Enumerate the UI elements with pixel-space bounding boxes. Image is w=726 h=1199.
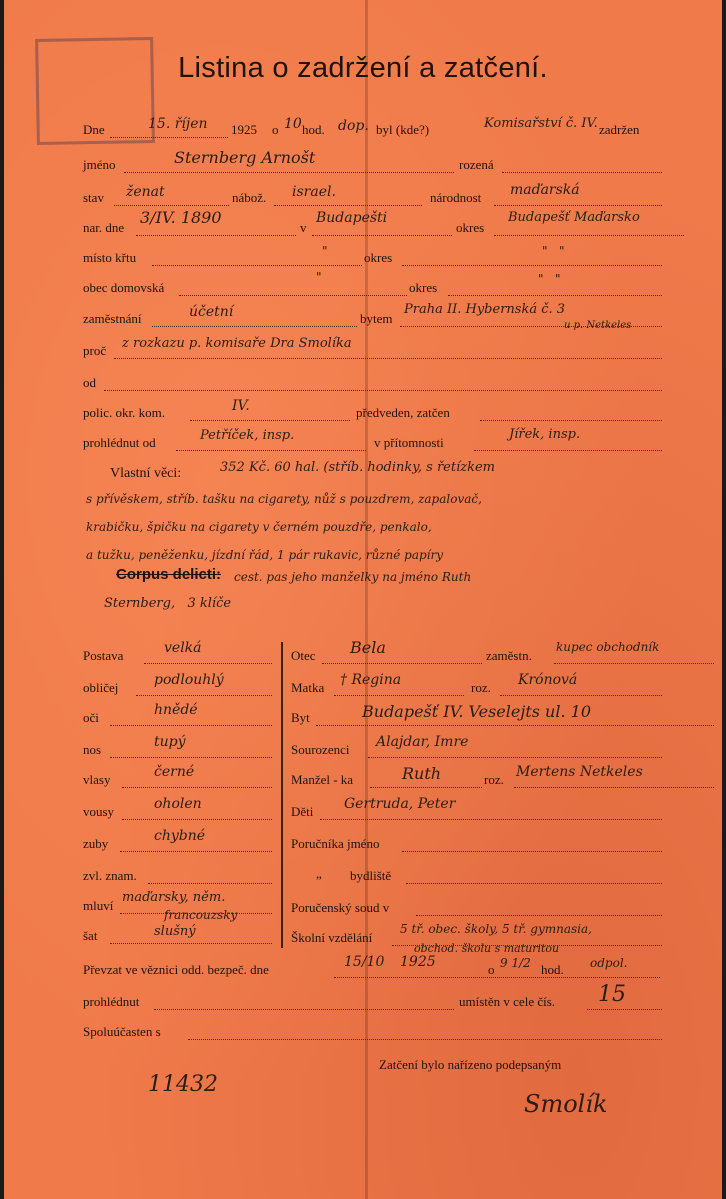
od-label: od	[83, 375, 96, 390]
sourozenci-label: Sourozenci	[291, 742, 350, 757]
narodnost-label: národnost	[430, 190, 482, 205]
signature: Smolík	[524, 1090, 608, 1118]
field-line	[136, 235, 296, 236]
umisten-label: umístěn v cele čís.	[459, 994, 556, 1009]
jmeno-value: Sternberg Arnošt	[174, 148, 316, 167]
nos-label: nos	[83, 742, 102, 757]
bytem-value-2: u p. Netkeles	[564, 320, 632, 331]
deti-value: Gertruda, Peter	[344, 796, 456, 812]
field-line	[274, 205, 422, 206]
polic-label: polic. okr. kom.	[83, 405, 165, 420]
mluvi-value-2: francouzsky	[164, 908, 238, 922]
deti-label: Děti	[291, 804, 314, 819]
stav-label: stav	[83, 190, 104, 205]
vousy-label: vousy	[83, 804, 115, 819]
zamestnani-label: zaměstnání	[83, 311, 142, 326]
ditto-mark: " "	[538, 272, 561, 286]
matka-label: Matka	[291, 680, 325, 695]
nos-value: tupý	[154, 734, 186, 750]
sat-value: slušný	[154, 924, 196, 939]
roz-value: Krónová	[518, 672, 578, 688]
field-line	[110, 137, 228, 138]
spoluucasten-label: Spoluúčasten s	[83, 1024, 161, 1039]
byt-label: Byt	[291, 710, 310, 725]
oblicej-value: podlouhlý	[154, 672, 224, 688]
hour-value: 10	[284, 116, 302, 132]
zadrzen-label: zadržen	[599, 122, 640, 137]
field-line	[179, 295, 407, 296]
field-line	[402, 851, 662, 852]
field-line	[448, 295, 662, 296]
field-line	[480, 420, 662, 421]
prevzat-o-label: o	[488, 962, 495, 977]
nar-dne-value: 3/IV. 1890	[140, 208, 222, 227]
nar-v-value: Budapešti	[316, 210, 388, 226]
bydliste-quote: „	[316, 866, 322, 881]
zamestn-label: zaměstn.	[486, 648, 532, 663]
prevzat-year: 1925	[400, 954, 436, 970]
dne-value: 15. říjen	[148, 116, 208, 132]
postava-label: Postava	[83, 648, 124, 663]
sourozenci-value: Alajdar, Imre	[376, 734, 469, 750]
field-line	[122, 819, 272, 820]
byl-label: byl (kde?)	[376, 122, 430, 137]
zuby-value: chybné	[154, 828, 206, 844]
proc-value: z rozkazu p. komisaře Dra Smolíka	[122, 336, 352, 351]
polic-value: IV.	[232, 398, 250, 414]
manzel-label: Manžel - ka	[291, 772, 354, 787]
field-line	[316, 725, 714, 726]
misto-krtu-label: místo křtu	[83, 250, 137, 265]
field-line	[402, 265, 662, 266]
porucnika-label: Poručníka jméno	[291, 836, 380, 851]
mluvi-label: mluví	[83, 898, 114, 913]
field-line	[554, 663, 714, 664]
prevzat-date: 15/10	[344, 954, 385, 970]
skolni-label: Školní vzdělání	[291, 930, 373, 945]
stav-value: ženat	[126, 184, 165, 200]
zatceni-label: Zatčení bylo nařízeno podepsaným	[379, 1057, 562, 1072]
belongings-line-5: cest. pas jeho manželky na jméno Ruth	[234, 570, 472, 584]
document-page	[4, 0, 722, 1199]
sat-label: šat	[83, 928, 98, 943]
bytem-label: bytem	[360, 311, 393, 326]
okres2-label: okres	[364, 250, 393, 265]
pritomnosti-label: v přítomnosti	[374, 435, 444, 450]
zamestn-value: kupec obchodník	[556, 640, 660, 654]
vousy-value: oholen	[154, 796, 202, 812]
mluvi-value: maďarsky, něm.	[122, 890, 226, 905]
pritomnosti-value: Jířek, insp.	[509, 427, 581, 442]
prohlednut-value: Petříček, insp.	[200, 428, 295, 443]
ditto-mark: " "	[542, 244, 565, 258]
belongings-line-3: krabičku, špičku na cigarety v černém pouzdře, penkalo,	[86, 520, 432, 534]
field-line	[188, 1039, 662, 1040]
bydliste-label: bydliště	[350, 868, 392, 883]
prevzat-hour: 9 1/2	[500, 956, 531, 970]
field-line	[144, 663, 272, 664]
field-line	[136, 695, 272, 696]
fold-crease	[365, 0, 368, 1199]
field-line	[514, 787, 714, 788]
field-line	[416, 915, 662, 916]
field-line	[104, 390, 662, 391]
belongings-line-4: a tužku, peněženku, jízdní řád, 1 pár rukavic, různé papíry	[86, 548, 444, 562]
field-line	[154, 1009, 454, 1010]
field-line	[312, 235, 452, 236]
byt-value: Budapešť IV. Veselejts ul. 10	[362, 702, 591, 721]
field-line	[110, 943, 272, 944]
okres-label: okres	[456, 220, 485, 235]
field-line	[152, 326, 357, 327]
zvl-znam-label: zvl. znam.	[83, 868, 137, 883]
jmeno-label: jméno	[83, 157, 116, 172]
field-line	[110, 757, 272, 758]
belongings-label: Vlastní věci:	[110, 466, 182, 481]
postava-value: velká	[164, 640, 202, 656]
belongings-line-2: s přívěskem, stříb. tašku na cigarety, nůž s pouzdrem, zapalovač,	[86, 492, 482, 506]
field-line	[322, 663, 482, 664]
zamestnani-value: účetní	[189, 304, 234, 320]
roz-label: roz.	[471, 680, 491, 695]
skolni-value-2: obchod. školu s maturitou	[414, 942, 560, 955]
prevzat-hod-label: hod.	[541, 962, 564, 977]
belongings-line-6: Sternberg, 3 klíče	[104, 596, 232, 611]
vlasy-label: vlasy	[83, 772, 111, 787]
field-line	[176, 450, 366, 451]
ditto-mark: "	[322, 244, 328, 258]
skolni-value: 5 tř. obec. školy, 5 tř. gymnasia,	[400, 922, 592, 936]
manzel-value: Ruth	[402, 764, 442, 783]
field-line	[120, 851, 272, 852]
prevzat-ampm: odpol.	[590, 956, 628, 970]
naboz-label: nábož.	[232, 190, 267, 205]
column-divider	[281, 642, 283, 948]
ditto-mark: "	[316, 270, 322, 284]
nar-dne-label: nar. dne	[83, 220, 125, 235]
matka-value: † Regina	[340, 672, 402, 688]
naboz-value: israel.	[292, 184, 336, 200]
cela-value: 15	[598, 982, 626, 1007]
field-line	[124, 172, 454, 173]
year-label: 1925	[231, 122, 257, 137]
predveden-label: předveden, zatčen	[356, 405, 450, 420]
roz2-value: Mertens Netkeles	[516, 764, 643, 780]
otec-label: Otec	[291, 648, 316, 663]
narodnost-value: maďarská	[510, 182, 580, 198]
document-number: 11432	[148, 1072, 218, 1097]
vlasy-value: černé	[154, 764, 195, 780]
hod-label: hod.	[302, 122, 325, 137]
dne-label: Dne	[83, 122, 105, 137]
footer-prohlednut-label: prohlédnut	[83, 994, 140, 1009]
okres3-label: okres	[409, 280, 438, 295]
field-line	[500, 695, 662, 696]
zuby-label: zuby	[83, 836, 109, 851]
field-line	[320, 819, 662, 820]
field-line	[190, 420, 350, 421]
field-line	[502, 172, 662, 173]
field-line	[370, 787, 482, 788]
field-line	[114, 358, 662, 359]
oci-label: oči	[83, 710, 99, 725]
field-line	[114, 205, 229, 206]
porucensky-label: Poručenský soud v	[291, 900, 390, 915]
field-line	[152, 265, 362, 266]
proc-label: proč	[83, 343, 107, 358]
okres-value: Budapešť Maďarsko	[508, 210, 640, 225]
v-label: v	[300, 220, 307, 235]
bytem-value: Praha II. Hybernská č. 3	[404, 302, 566, 317]
where-value: Komisařství č. IV.	[484, 116, 598, 131]
belongings-line-1: 352 Kč. 60 hal. (stříb. hodinky, s řetízkem	[220, 460, 495, 475]
o-label: o	[272, 122, 279, 137]
prevzat-label: Převzat ve věznici odd. bezpeč. dne	[83, 962, 269, 977]
oci-value: hnědé	[154, 702, 198, 718]
field-line	[494, 205, 662, 206]
field-line	[406, 883, 662, 884]
obec-label: obec domovská	[83, 280, 165, 295]
prohlednut-label: prohlédnut od	[83, 435, 156, 450]
field-line	[122, 787, 272, 788]
corpus-delicti-label: Corpus delicti:	[116, 566, 222, 583]
field-line	[368, 757, 662, 758]
rozena-label: rozená	[459, 157, 494, 172]
ampm-value: dop.	[338, 118, 369, 134]
oblicej-label: obličej	[83, 680, 119, 695]
field-line	[494, 235, 684, 236]
otec-value: Bela	[350, 638, 386, 657]
field-line	[110, 725, 272, 726]
field-line	[587, 1009, 662, 1010]
field-line	[148, 883, 272, 884]
field-line	[334, 977, 660, 978]
page-title: Listina o zadržení a zatčení.	[178, 52, 548, 84]
field-line	[474, 450, 662, 451]
field-line	[334, 695, 464, 696]
roz2-label: roz.	[484, 772, 504, 787]
